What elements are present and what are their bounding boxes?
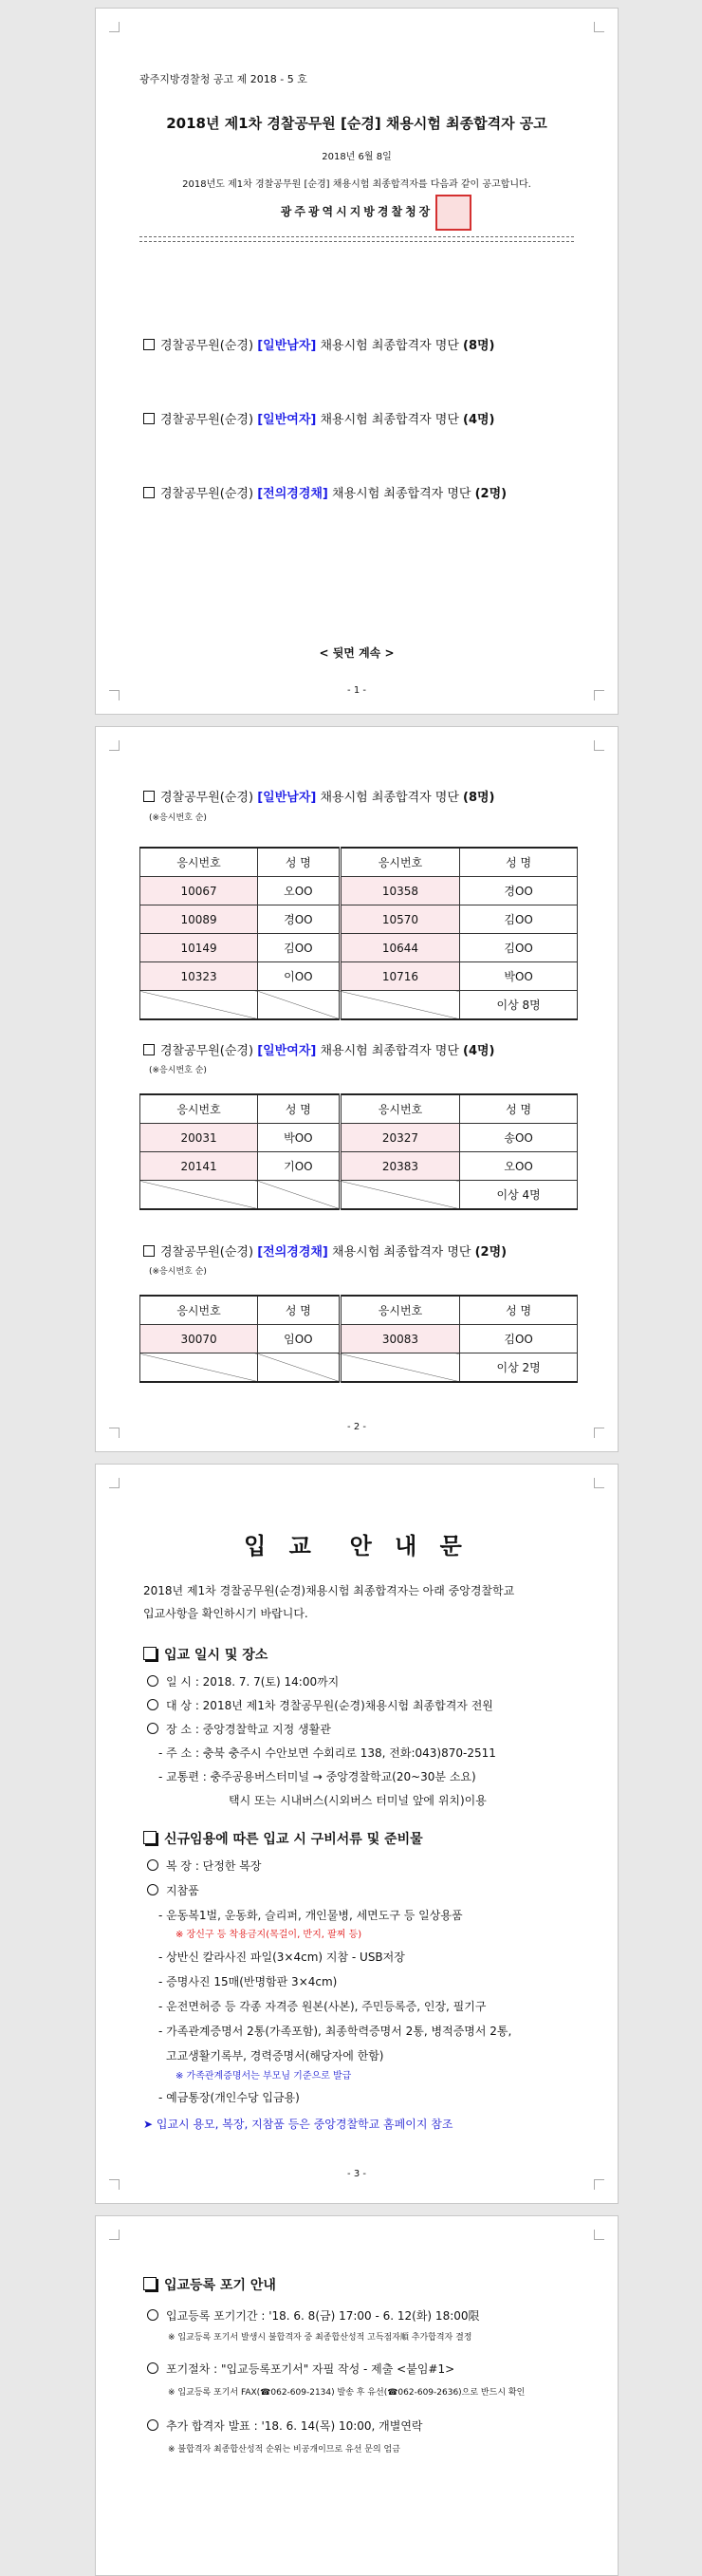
empty-cell — [340, 991, 460, 1020]
exam-no-cell: 10323 — [140, 962, 258, 991]
checkbox-icon — [143, 413, 155, 424]
notice-title: 2018년 제1차 경찰공무원 [순경] 채용시험 최종합격자 공고 — [166, 115, 547, 132]
header-exam-no: 응시번호 — [140, 1296, 258, 1325]
name-cell: 김OO — [258, 934, 341, 962]
empty-cell — [140, 1181, 258, 1210]
table-header-row — [140, 848, 578, 877]
empty-cell — [258, 1353, 341, 1383]
order-note: (※응시번호 순) — [149, 1267, 207, 1277]
roster-table-conscript — [139, 1295, 578, 1383]
entrance-place: 장 소 : 중앙경찰학교 지정 생활관 — [147, 1721, 331, 1737]
page-3 — [95, 1464, 619, 2204]
list-item-general-male: 경찰공무원(순경) [일반남자] 채용시험 최종합격자 명단 (8명) — [143, 335, 495, 353]
exam-no-cell: 30083 — [340, 1325, 460, 1353]
page-4 — [95, 2215, 619, 2576]
entrance-date: 일 시 : 2018. 7. 7(토) 14:00까지 — [147, 1673, 339, 1689]
intro-line-2: 입교사항을 확인하시기 바랍니다. — [143, 1607, 308, 1620]
table-row — [140, 1152, 578, 1181]
order-note: (※응시번호 순) — [149, 1066, 207, 1075]
circle-bullet-icon — [147, 1675, 158, 1687]
section-title-general-female: 경찰공무원(순경) [일반여자] 채용시험 최종합격자 명단 (4명) — [143, 1040, 495, 1058]
notice-number: 광주지방경찰청 공고 제 2018 - 5 호 — [139, 73, 307, 85]
notice-intro: 2018년도 제1차 경찰공무원 [순경] 채용시험 최종합격자를 다음과 같이 공고합니다. — [182, 179, 531, 190]
name-cell: 경OO — [460, 877, 578, 905]
page-number: - 1 - — [347, 685, 366, 696]
header-name: 성 명 — [460, 848, 578, 877]
exam-no-cell: 20031 — [140, 1124, 258, 1152]
table-total-row — [140, 991, 578, 1020]
table-row — [140, 962, 578, 991]
name-cell: 이OO — [258, 962, 341, 991]
name-cell: 오OO — [460, 1152, 578, 1181]
total-cell: 이상 4명 — [460, 1181, 578, 1210]
total-cell: 이상 2명 — [460, 1353, 578, 1383]
entrance-transport-2: 택시 또는 시내버스(시외버스 터미널 앞에 위치)이용 — [229, 1794, 487, 1807]
item-1: - 운동복1벌, 운동화, 슬리퍼, 개인물병, 세면도구 등 일상용품 — [158, 1909, 463, 1922]
intro-line-1: 2018년 제1차 경찰공무원(순경)채용시험 최종합격자는 아래 중앙경찰학교 — [143, 1584, 515, 1597]
exam-no-cell: 20327 — [340, 1124, 460, 1152]
circle-bullet-icon — [147, 2362, 158, 2374]
roster-table-general-male — [139, 847, 578, 1020]
header-exam-no: 응시번호 — [140, 1094, 258, 1124]
official-seal — [435, 195, 471, 231]
item-6: - 예금통장(개인수당 입금용) — [158, 2091, 300, 2104]
header-exam-no: 응시번호 — [340, 1296, 460, 1325]
checkbox-icon — [143, 791, 155, 802]
withdrawal-period: 입교등록 포기기간 : '18. 6. 8(금) 17:00 - 6. 12(화) 18:00限 — [147, 2307, 480, 2324]
withdrawal-procedure: 포기절차 : "입교등록포기서" 자필 작성 - 제출 <붙임#1> — [147, 2361, 454, 2377]
exam-no-cell: 10089 — [140, 905, 258, 934]
header-name: 성 명 — [460, 1296, 578, 1325]
name-cell: 송OO — [460, 1124, 578, 1152]
page-1 — [95, 8, 619, 715]
item-5-cont: 고교생활기록부, 경력증명서(해당자에 한함) — [166, 2049, 384, 2063]
header-exam-no: 응시번호 — [340, 1094, 460, 1124]
exam-no-cell: 10570 — [340, 905, 460, 934]
exam-no-cell: 10644 — [340, 934, 460, 962]
additional-announcement-note: ※ 불합격자 최종합산성적 순위는 비공개이므로 유선 문의 엄금 — [168, 2445, 400, 2455]
crop-mark — [109, 1478, 120, 1488]
exam-no-cell: 10358 — [340, 877, 460, 905]
crop-mark — [109, 740, 120, 751]
circle-bullet-icon — [147, 1723, 158, 1734]
items-title: 지참품 — [147, 1882, 199, 1898]
checkbox-icon — [143, 1044, 155, 1055]
table-row — [140, 1124, 578, 1152]
header-name: 성 명 — [258, 1296, 341, 1325]
crop-mark — [109, 2230, 120, 2240]
withdrawal-period-note: ※ 입교등록 포기서 발생시 불합격자 중 최종합산성적 고득점자順 추가합격자 결정 — [168, 2333, 472, 2343]
checkbox-icon — [143, 1245, 155, 1257]
checkbox-icon — [143, 339, 155, 350]
checkbox-icon — [143, 487, 155, 498]
table-total-row — [140, 1353, 578, 1383]
name-cell: 기OO — [258, 1152, 341, 1181]
table-total-row — [140, 1181, 578, 1210]
section-heading-entrance: 입교 일시 및 장소 — [143, 1645, 268, 1664]
empty-cell — [258, 991, 341, 1020]
empty-cell — [340, 1353, 460, 1383]
list-item-general-female: 경찰공무원(순경) [일반여자] 채용시험 최종합격자 명단 (4명) — [143, 409, 495, 427]
additional-announcement: 추가 합격자 발표 : '18. 6. 14(목) 10:00, 개별연락 — [147, 2417, 423, 2434]
page-number: - 3 - — [347, 2169, 366, 2179]
name-cell: 오OO — [258, 877, 341, 905]
section-title-conscript: 경찰공무원(순경) [전의경경채] 채용시험 최종합격자 명단 (2명) — [143, 1241, 507, 1260]
table-row — [140, 877, 578, 905]
header-name: 성 명 — [258, 848, 341, 877]
page-number: - 2 - — [347, 1422, 366, 1432]
crop-mark — [109, 22, 120, 32]
section-heading-documents: 신규임용에 따른 입교 시 구비서류 및 준비물 — [143, 1829, 423, 1848]
crop-mark — [594, 22, 604, 32]
crop-mark — [594, 1478, 604, 1488]
circle-bullet-icon — [147, 1859, 158, 1871]
crop-mark — [594, 740, 604, 751]
homepage-reference-link[interactable]: ➤ 입교시 용모, 복장, 지참품 등은 중앙경찰학교 홈페이지 참조 — [143, 2118, 453, 2131]
circle-bullet-icon — [147, 2309, 158, 2321]
checkbox-icon — [143, 1831, 157, 1844]
entrance-transport: - 교통편 : 충주공용버스터미널 → 중앙경찰학교(20~30분 소요) — [158, 1770, 476, 1783]
page-2 — [95, 726, 619, 1452]
item-2: - 상반신 칼라사진 파일(3×4cm) 지참 - USB저장 — [158, 1951, 405, 1964]
section-title-general-male: 경찰공무원(순경) [일반남자] 채용시험 최종합격자 명단 (8명) — [143, 787, 495, 805]
exam-no-cell: 20141 — [140, 1152, 258, 1181]
checkbox-icon — [143, 2277, 157, 2290]
table-row — [140, 1325, 578, 1353]
table-row — [140, 905, 578, 934]
section-heading-withdrawal: 입교등록 포기 안내 — [143, 2275, 276, 2294]
total-cell: 이상 8명 — [460, 991, 578, 1020]
table-header-row — [140, 1094, 578, 1124]
crop-mark — [594, 2230, 604, 2240]
item-5-note: ※ 가족관계증명서는 부모님 기준으로 발급 — [176, 2071, 352, 2081]
name-cell: 김OO — [460, 1325, 578, 1353]
notice-date: 2018년 6월 8일 — [322, 152, 392, 162]
circle-bullet-icon — [147, 1699, 158, 1710]
item-3: - 증명사진 15매(반명함판 3×4cm) — [158, 1975, 338, 1988]
name-cell: 경OO — [258, 905, 341, 934]
item-1-note: ※ 장신구 등 착용금지(목걸이, 반지, 팔찌 등) — [176, 1930, 362, 1940]
order-note: (※응시번호 순) — [149, 813, 207, 823]
checkbox-icon — [143, 1647, 157, 1660]
entrance-target: 대 상 : 2018년 제1차 경찰공무원(순경)채용시험 최종합격자 전원 — [147, 1697, 493, 1713]
entrance-address: - 주 소 : 충북 충주시 수안보면 수회리로 138, 전화:043)870-2511 — [158, 1746, 496, 1760]
table-header-row — [140, 1296, 578, 1325]
crop-mark — [594, 2179, 604, 2190]
roster-table-general-female — [139, 1093, 578, 1210]
withdrawal-procedure-note: ※ 입교등록 포기서 FAX(☎062-609-2134) 발송 후 유선(☎062-609-2636)으로 반드시 확인 — [168, 2388, 526, 2398]
exam-no-cell: 10149 — [140, 934, 258, 962]
exam-no-cell: 10067 — [140, 877, 258, 905]
table-row — [140, 934, 578, 962]
header-name: 성 명 — [258, 1094, 341, 1124]
exam-no-cell: 20383 — [340, 1152, 460, 1181]
item-4: - 운전면허증 등 각종 자격증 원본(사본), 주민등록증, 인장, 필기구 — [158, 2000, 487, 2013]
list-item-conscript: 경찰공무원(순경) [전의경경채] 채용시험 최종합격자 명단 (2명) — [143, 483, 507, 501]
circle-bullet-icon — [147, 1884, 158, 1895]
exam-no-cell: 30070 — [140, 1325, 258, 1353]
notice-issuer: 광주광역시지방경찰청장 — [280, 205, 434, 218]
circle-bullet-icon — [147, 2419, 158, 2431]
item-5: - 가족관계증명서 2통(가족포함), 최종학력증명서 2통, 병적증명서 2통, — [158, 2025, 512, 2038]
name-cell: 박OO — [258, 1124, 341, 1152]
name-cell: 박OO — [460, 962, 578, 991]
header-exam-no: 응시번호 — [340, 848, 460, 877]
empty-cell — [340, 1181, 460, 1210]
page-title: 입 교 안 내 문 — [244, 1533, 470, 1559]
name-cell: 임OO — [258, 1325, 341, 1353]
empty-cell — [140, 1353, 258, 1383]
continued-note: < 뒷면 계속 > — [319, 646, 395, 660]
empty-cell — [258, 1181, 341, 1210]
crop-mark — [109, 2179, 120, 2190]
header-exam-no: 응시번호 — [140, 848, 258, 877]
empty-cell — [140, 991, 258, 1020]
divider-line — [139, 236, 574, 242]
dress-code: 복 장 : 단정한 복장 — [147, 1857, 261, 1874]
header-name: 성 명 — [460, 1094, 578, 1124]
exam-no-cell: 10716 — [340, 962, 460, 991]
name-cell: 김OO — [460, 905, 578, 934]
name-cell: 김OO — [460, 934, 578, 962]
